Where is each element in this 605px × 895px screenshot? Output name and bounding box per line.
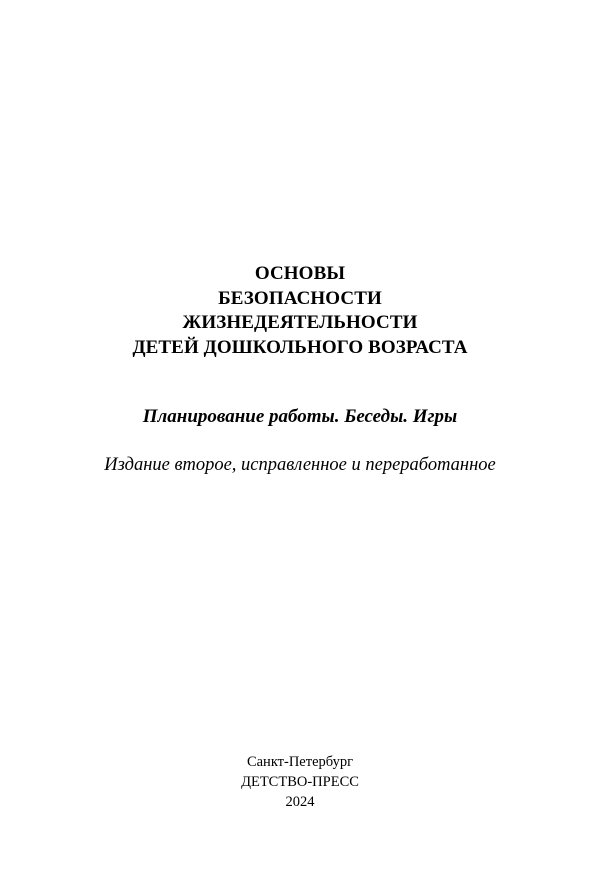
title-line-2: БЕЗОПАСНОСТИ [218, 287, 382, 309]
imprint-city: Санкт-Петербург [246, 754, 354, 770]
book-title [0, 262, 600, 360]
imprint [0, 752, 600, 812]
edition-note: Издание второе, исправленное и переработанное [104, 455, 496, 475]
title-line-1: ОСНОВЫ [254, 263, 346, 284]
book-subtitle: Планирование работы. Беседы. Игры [142, 406, 458, 427]
imprint-publisher: ДЕТСТВО-ПРЕСС [241, 774, 359, 790]
title-line-3: ЖИЗНЕДЕЯТЕЛЬНОСТИ [182, 312, 418, 333]
title-line-4: ДЕТЕЙ ДОШКОЛЬНОГО ВОЗРАСТА [132, 336, 468, 358]
imprint-year: 2024 [285, 794, 315, 810]
